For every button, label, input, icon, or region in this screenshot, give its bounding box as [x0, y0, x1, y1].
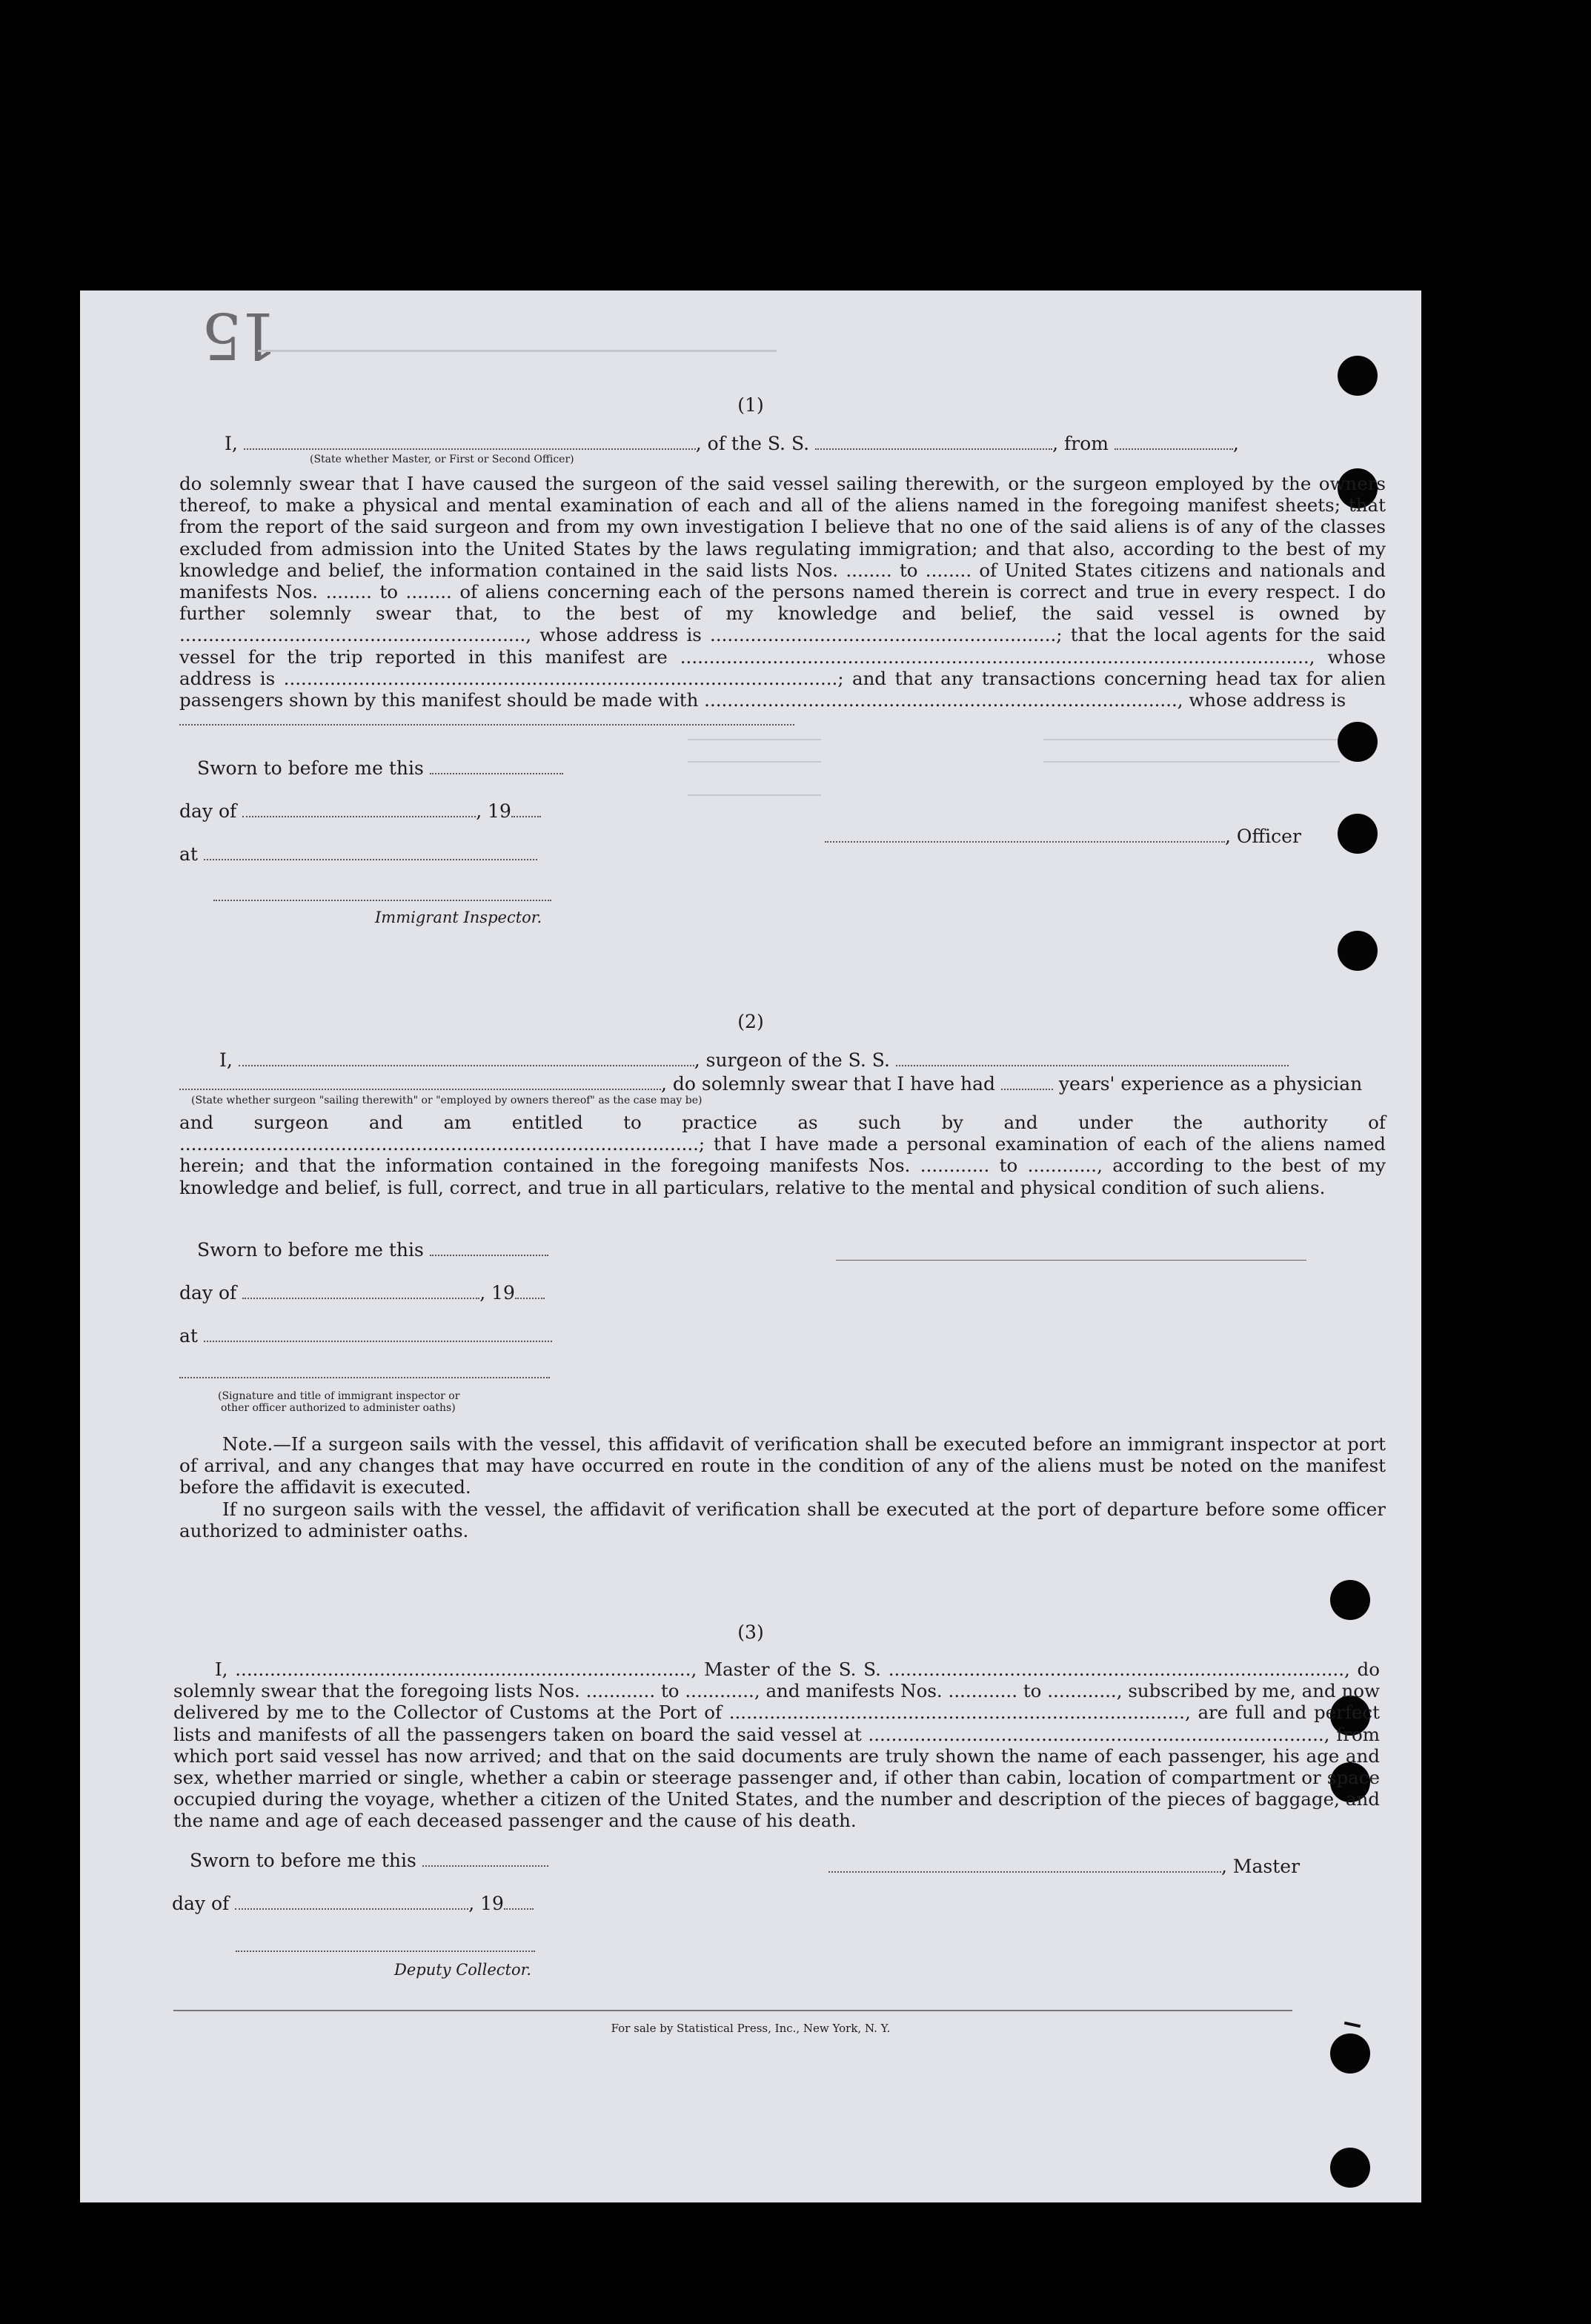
- section-3-number: (3): [737, 1621, 764, 1643]
- sworn-label: Sworn to before me this: [197, 757, 424, 779]
- day-of-line-3: [172, 1893, 534, 1914]
- sworn-line-1: [197, 757, 563, 779]
- section-2-oath-line: [219, 1049, 1289, 1071]
- day-of-label: day of: [172, 1893, 230, 1914]
- surgeon-ship-field[interactable]: [896, 1065, 1289, 1066]
- day-of-field[interactable]: [235, 1908, 468, 1910]
- surgeon-signature-field[interactable]: [836, 1260, 1306, 1261]
- day-of-label: day of: [179, 800, 237, 822]
- page-number-stamp: 15: [206, 298, 279, 372]
- from-label: , from: [1052, 433, 1109, 454]
- swear-label: , do solemnly swear that I have had: [661, 1073, 996, 1095]
- day-of-label: day of: [179, 1282, 237, 1304]
- punch-hole: [1330, 1580, 1370, 1620]
- years-label: years' experience as a physician: [1058, 1073, 1363, 1095]
- year-label: , 19: [468, 1893, 504, 1914]
- year-field[interactable]: [515, 1298, 545, 1299]
- note-paragraph-1: Note.—If a surgeon sails with the vessel, this affidavit of verification shall be executed before an immigrant inspector at port of arrival, and any changes that may have occurred en route in the condition of any of the aliens must be noted on the manifest before the affidavit is executed.: [179, 1433, 1386, 1498]
- punch-hole: [1330, 2034, 1370, 2074]
- i-label: I,: [225, 433, 238, 454]
- surgeon-status-field[interactable]: [179, 1089, 661, 1090]
- sworn-line-3: [190, 1850, 548, 1871]
- bleed-through-mark: [1043, 739, 1340, 763]
- punch-hole: [1338, 931, 1378, 971]
- year-field[interactable]: [504, 1908, 534, 1910]
- immigrant-inspector-label: Immigrant Inspector.: [375, 909, 542, 926]
- punch-hole: [1338, 356, 1378, 396]
- master-signature-line: [828, 1856, 1300, 1877]
- form-page: [80, 290, 1421, 2202]
- surgeon-status-caption: (State whether surgeon "sailing therewith" or "employed by owners thereof" as the case may be): [191, 1095, 703, 1106]
- section-2-number: (2): [737, 1011, 764, 1032]
- sworn-label: Sworn to before me this: [197, 1239, 424, 1261]
- departure-port-field[interactable]: [1115, 448, 1233, 450]
- deputy-collector-label: Deputy Collector.: [394, 1961, 532, 1979]
- at-label: at: [179, 843, 198, 865]
- signature-caption-line-1: (Signature and title of immigrant inspector or: [218, 1390, 460, 1402]
- year-label: , 19: [479, 1282, 515, 1304]
- printer-footer: For sale by Statistical Press, Inc., New York, N. Y.: [611, 2022, 891, 2035]
- at-location-field[interactable]: [204, 1341, 552, 1342]
- bleed-through-mark: [688, 739, 821, 763]
- note-paragraph-2: If no surgeon sails with the vessel, the affidavit of verification shall be executed at the port of departure before some officer authorized to administer oaths.: [179, 1498, 1386, 1542]
- signature-caption-line-2: other officer authorized to administer oaths): [221, 1402, 456, 1414]
- i-label: I,: [219, 1049, 233, 1071]
- official-signature-field[interactable]: [179, 1377, 550, 1378]
- master-label: , Master: [1221, 1856, 1301, 1877]
- officer-label: , Officer: [1225, 826, 1301, 847]
- officer-name-field[interactable]: [244, 448, 696, 450]
- officer-signature-field[interactable]: [825, 841, 1225, 843]
- punch-hole: [1338, 722, 1378, 762]
- section-2-years-line: [179, 1073, 1362, 1095]
- day-of-line-2: [179, 1282, 545, 1304]
- year-label: , 19: [476, 800, 511, 822]
- master-signature-field[interactable]: [828, 1871, 1221, 1873]
- section-3-affidavit-text: I, ..............................................................................., Master of the S. S. ..............................................................................., do solemnly swear that the foregoing lists Nos. ............ to ............, and manifests Nos. ............ to ............, subscribed by me, and now delivered by me to the Collector of Customs at the Port of ..............................................................................., are full and perfect lists and manifests of all the passengers taken on board the said vessel at ..............................................................................., from which port said vessel has now arrived; and that on the said documents are truly shown the name of each passenger, his age and sex, whether married or single, whether a cabin or steerage passenger and, if other than cabin, location of compartment or space occupied during the voyage, whether a citizen of the United States, and the number and description of the pieces of baggage, and the name and age of each deceased passenger and the cause of his death.: [173, 1659, 1380, 1832]
- day-of-field[interactable]: [242, 1298, 479, 1299]
- surgeon-label: , surgeon of the S. S.: [694, 1049, 890, 1071]
- at-label: at: [179, 1325, 198, 1347]
- sworn-line-2: [197, 1239, 548, 1261]
- footer-rule: [173, 2010, 1292, 2011]
- sworn-date-field[interactable]: [422, 1865, 548, 1867]
- sworn-label: Sworn to before me this: [190, 1850, 416, 1871]
- section-1-affidavit-text: do solemnly swear that I have caused the surgeon of the said vessel sailing therewith, or the surgeon employed by the owners thereof, to make a physical and mental examination of each and all of the aliens named in the foregoing manifest sheets; that from the report of the said surgeon and from my own investigation I believe that no one of the said aliens is of any of the classes excluded from admission into the United States by the laws regulating immigration; and that also, according to the best of my knowledge and belief, the information contained in the said lists Nos. ........ to ........ of United States citizens and nationals and manifests Nos. ........ to ........ of aliens concerning each of the persons named therein is correct and true in every respect. I do further solemnly swear that, to the best of my knowledge and belief, the said vessel is owned by ............................................................, whose address is ............................................................; that the local agents for the said vessel for the trip reported in this manifest are ............................................................................................................., whose address is ................................................................................................; and that any transactions concerning head tax for alien passengers shown by this manifest should be made with .................................................................................., whose address is: [179, 473, 1386, 711]
- punch-hole: [1330, 2148, 1370, 2188]
- section-1-oath-line: I, , of the S. S. , from ,: [225, 433, 1239, 454]
- at-line-1: [179, 843, 537, 865]
- inspector-signature-field[interactable]: [213, 900, 551, 901]
- at-line-2: [179, 1325, 552, 1347]
- at-location-field[interactable]: [204, 859, 537, 860]
- section-1-number: (1): [737, 394, 764, 416]
- surgeon-name-field[interactable]: [239, 1065, 694, 1066]
- deputy-signature-field[interactable]: [236, 1950, 535, 1952]
- bleed-through-mark: [688, 794, 821, 817]
- head-tax-address-field[interactable]: [179, 724, 794, 726]
- ss-label: , of the S. S.: [695, 433, 810, 454]
- day-of-field[interactable]: [242, 816, 476, 817]
- officer-signature-line: [825, 826, 1301, 847]
- ship-name-field[interactable]: [815, 448, 1052, 450]
- sworn-date-field[interactable]: [430, 773, 563, 774]
- officer-title-caption: (State whether Master, or First or Second Officer): [310, 454, 574, 465]
- section-2-affidavit-text: and surgeon and am entitled to practice as such by and under the authority of ..........................................................................................; that I have made a personal examination of each of the aliens named herein; and that the information contained in the foregoing manifests Nos. ............ to ............, according to the best of my knowledge and belief, is full, correct, and true in all particulars, relative to the mental and physical condition of such aliens.: [179, 1112, 1386, 1198]
- sworn-date-field[interactable]: [430, 1255, 548, 1256]
- year-field[interactable]: [511, 816, 541, 817]
- day-of-line-1: [179, 800, 541, 822]
- punch-hole: [1338, 814, 1378, 854]
- bleed-through-mark: [258, 350, 777, 359]
- years-experience-field[interactable]: [1001, 1089, 1053, 1090]
